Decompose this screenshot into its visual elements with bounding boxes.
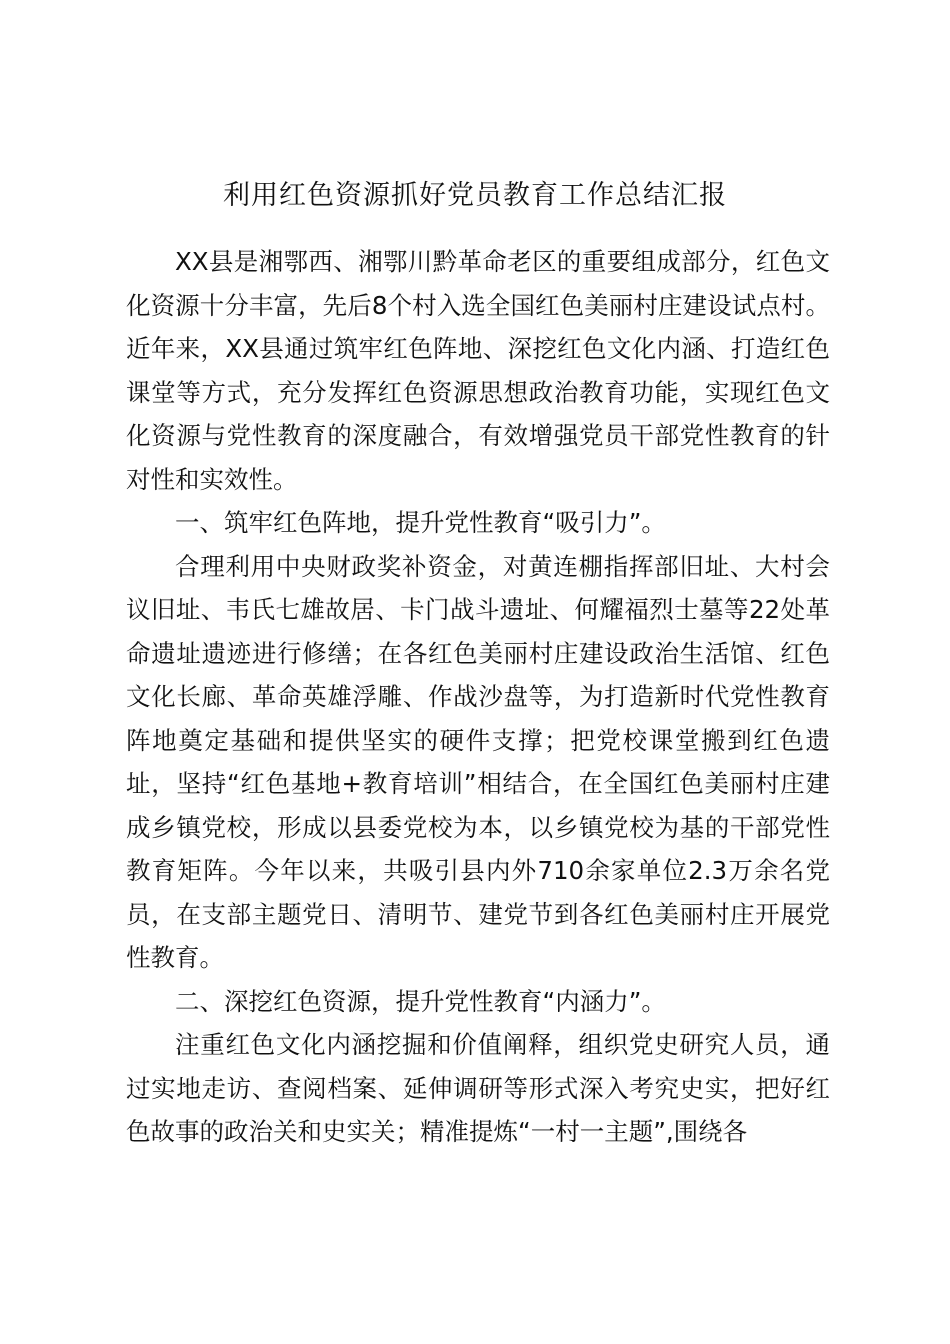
- section-heading-1: 一、筑牢红色阵地，提升党性教育“吸引力”。: [175, 508, 666, 537]
- document-body: [126, 240, 830, 1154]
- document-title: 利用红色资源抓好党员教育工作总结汇报: [223, 180, 727, 211]
- section-2-paragraph: 注重红色文化内涵挖掘和价值阐释，组织党史研究人员，通过实地走访、查阅档案、延伸调研等形式深入考究史实，把好红色故事的政治关和史实关；精准提炼“一村一主题”,围绕各: [126, 1030, 830, 1146]
- section-heading-2: 二、深挖红色资源，提升党性教育“内涵力”。: [175, 986, 666, 1016]
- section-1-paragraph: 合理利用中央财政奖补资金，对黄连棚指挥部旧址、大村会议旧址、韦氏七雄故居、卡门战斗遗址、何耀福烈士墓等22处革命遗址遗迹进行修缮；在各红色美丽村庄建设政治生活馆、红色文化长廊、革命英雄浮雕、作战沙盘等，为打造新时代党性教育阵地奠定基础和提供坚实的硬件支撑；把党校课堂搬到红色遗址，坚持“红色基地+教育培训”相结合，在全国红色美丽村庄建成乡镇党校，形成以县委党校为本，以乡镇党校为基的干部党性教育矩阵。今年以来，共吸引县内外710余家单位2.3万余名党员，在支部主题党日、清明节、建党节到各红色美丽村庄开展党性教育。: [126, 551, 830, 972]
- intro-paragraph: XX县是湘鄂西、湘鄂川黔革命老区的重要组成部分，红色文化资源十分丰富，先后8个村入选全国红色美丽村庄建设试点村。近年来，XX县通过筑牢红色阵地、深挖红色文化内涵、打造红色课堂等方式，充分发挥红色资源思想政治教育功能，实现红色文化资源与党性教育的深度融合，有效增强党员干部党性教育的针对性和实效性。: [126, 247, 830, 494]
